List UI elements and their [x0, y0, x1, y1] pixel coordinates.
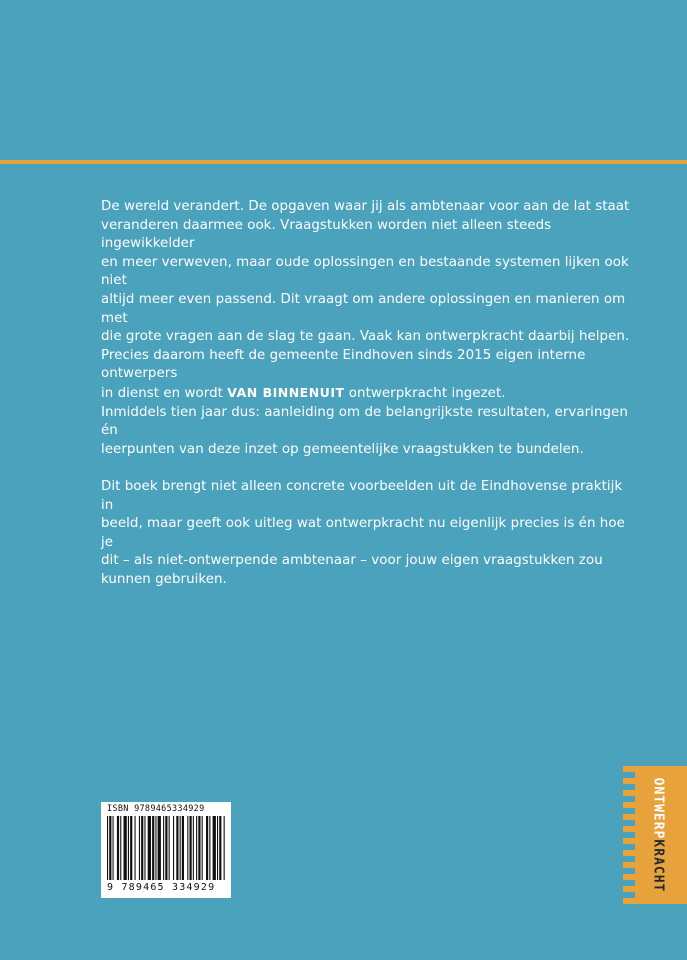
tab-label — [651, 778, 666, 893]
isbn-barcode — [101, 802, 231, 898]
barcode-bar — [190, 816, 192, 880]
barcode-bar — [196, 816, 197, 880]
ontwerpkracht-tab — [629, 766, 687, 904]
barcode-bar — [120, 816, 121, 880]
barcode-bar — [198, 816, 200, 880]
barcode-bar — [173, 816, 174, 880]
tab-label-part2: KRACHT — [650, 839, 666, 893]
barcode-bar — [224, 816, 225, 880]
paragraph-2 — [101, 478, 631, 590]
barcode-bars — [107, 816, 225, 880]
text-line: altijd meer even passend. Dit vraagt om andere oplossingen en manieren om met — [101, 291, 626, 326]
barcode-bar — [139, 816, 140, 880]
barcode-bar — [158, 816, 161, 880]
text-line: Precies daarom heeft de gemeente Eindhoven sinds 2015 eigen interne ontwerpers — [101, 347, 586, 382]
barcode-bar — [206, 816, 208, 880]
isbn-label: ISBN 9789465334929 — [107, 804, 205, 814]
barcode-bar — [135, 816, 136, 880]
barcode-bar — [130, 816, 132, 880]
barcode-bar — [169, 816, 170, 880]
barcode-bar — [163, 816, 164, 880]
text-line: beeld, maar geeft ook uitleg wat ontwerpkracht nu eigenlijk precies is én hoe je — [101, 516, 625, 550]
text-line: veranderen daarmee ook. Vraagstukken worden niet alleen steeds ingewikkelder — [101, 217, 552, 252]
text-line: en meer verweven, maar oude oplossingen en bestaande systemen lijken ook niet — [101, 254, 629, 289]
text-line: in dienst en wordt — [101, 385, 228, 401]
text-line: dit – als niet-ontwerpende ambtenaar – voor jouw eigen vraagstukken zou — [101, 553, 603, 569]
text-line: leerpunten van deze inzet op gemeentelijke vraagstukken te bundelen. — [101, 441, 584, 457]
barcode-bar — [148, 816, 151, 880]
barcode-bar — [124, 816, 127, 880]
barcode-bar — [176, 816, 178, 880]
text-line: die grote vragen aan de slag te gaan. Vaak kan ontwerpkracht daarbij helpen. — [101, 329, 630, 345]
barcode-bar — [187, 816, 188, 880]
barcode-bar — [155, 816, 156, 880]
accent-rule — [0, 160, 687, 164]
text-line: kunnen gebruiken. — [101, 571, 227, 587]
back-cover-text — [101, 198, 631, 589]
barcode-bar — [128, 816, 129, 880]
barcode-bar — [144, 816, 145, 880]
barcode-bar — [117, 816, 119, 880]
paragraph-1 — [101, 198, 631, 459]
barcode-bar — [217, 816, 218, 880]
text-line: Inmiddels tien jaar dus: aanleiding om de belangrijkste resultaten, ervaringen én — [101, 404, 628, 439]
barcode-bar — [141, 816, 143, 880]
text-line: De wereld verandert. De opgaven waar jij als ambtenaar voor aan de lat staat — [101, 199, 630, 214]
barcode-bar — [152, 816, 154, 880]
isbn-digits: 9 789465 334929 — [107, 882, 216, 893]
barcode-bar — [109, 816, 111, 880]
text-line: ontwerpkracht ingezet. — [344, 385, 506, 401]
text-line: Dit boek brengt niet alleen concrete voorbeelden uit de Eindhovense praktijk in — [101, 478, 623, 513]
barcode-bar — [213, 816, 216, 880]
barcode-bar — [209, 816, 210, 880]
bold-emphasis: VAN BINNENUIT — [227, 384, 345, 400]
barcode-bar — [107, 816, 108, 880]
barcode-bar — [182, 816, 184, 880]
barcode-bar — [113, 816, 114, 880]
barcode-bar — [193, 816, 194, 880]
barcode-bar — [165, 816, 167, 880]
barcode-bar — [219, 816, 221, 880]
tab-label-part1: ONTWERP — [650, 777, 666, 840]
barcode-bar — [180, 816, 181, 880]
barcode-bar — [202, 816, 203, 880]
